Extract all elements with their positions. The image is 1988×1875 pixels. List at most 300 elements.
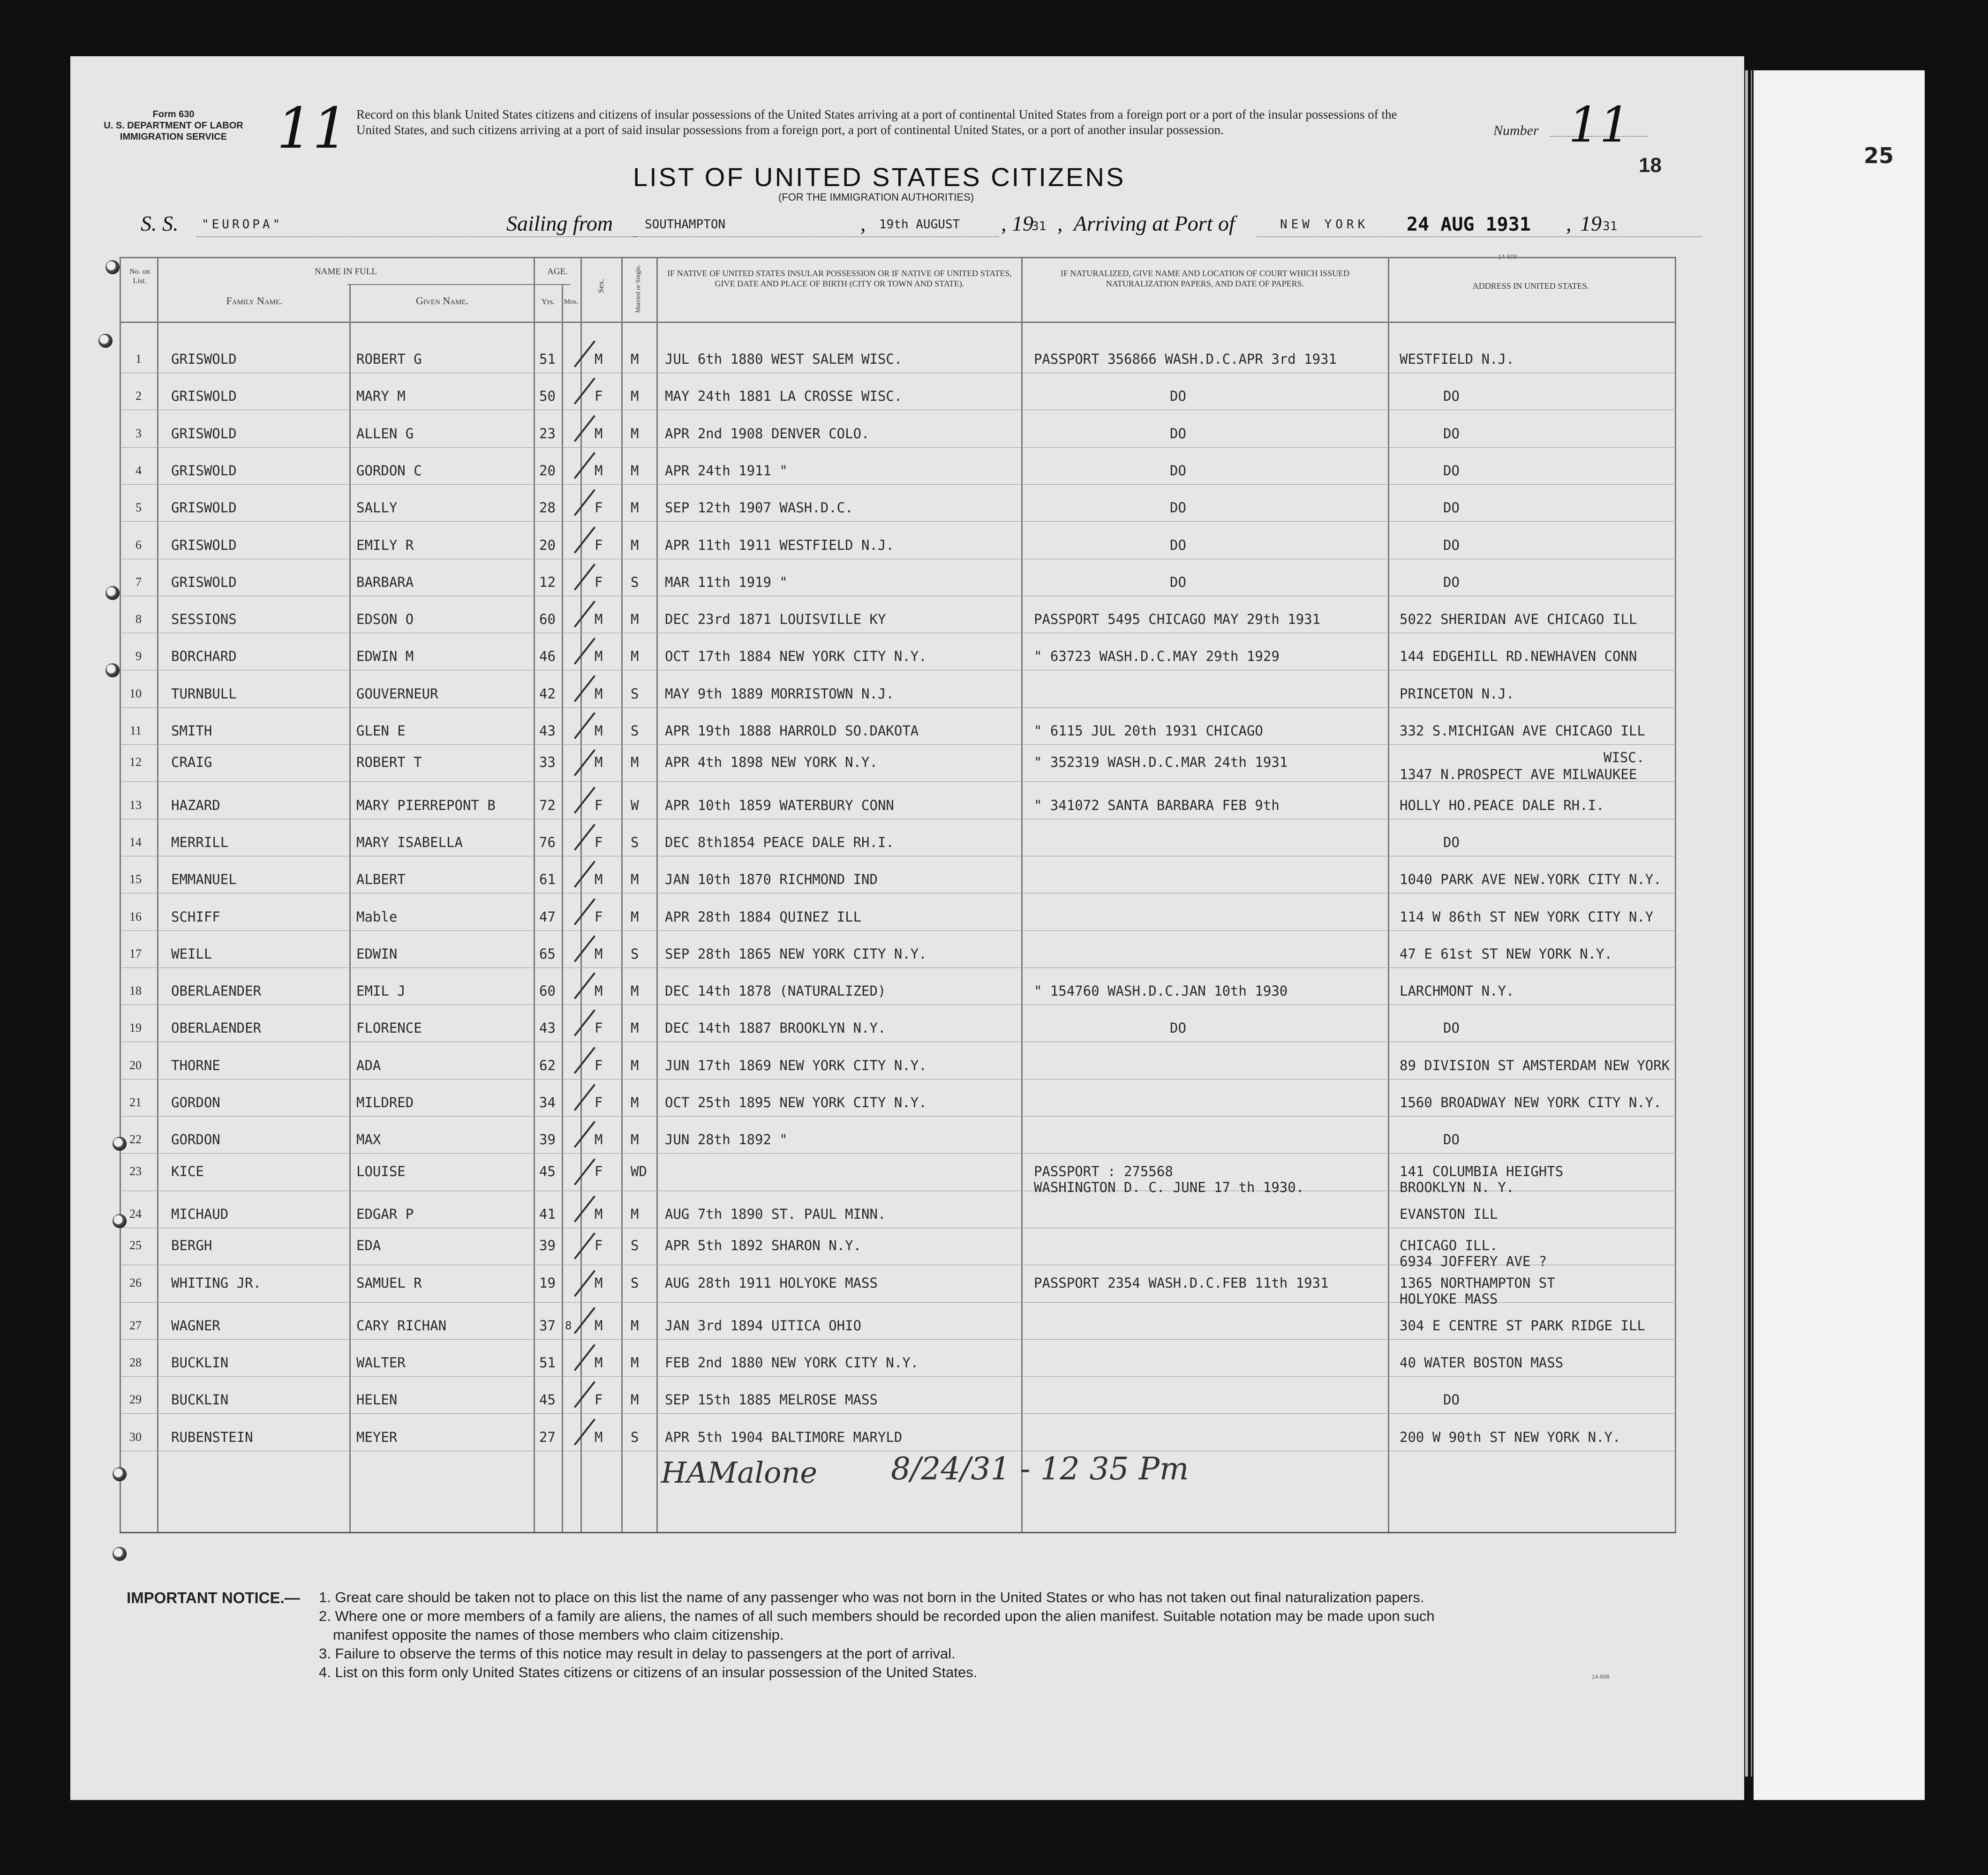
cell-age: 72 <box>539 797 556 813</box>
cell-birth: MAR 11th 1919 " <box>665 574 788 590</box>
cell-nat: PASSPORT 5495 CHICAGO MAY 29th 1931 <box>1034 611 1321 628</box>
cell-sex: F <box>595 1392 603 1408</box>
cell-n: 27 <box>129 1318 142 1332</box>
cell-age: 50 <box>539 388 556 405</box>
cell-family: SMITH <box>171 723 212 739</box>
form-info <box>103 109 244 142</box>
cell-ms: M <box>631 871 639 888</box>
cell-addr: EVANSTON ILL <box>1400 1206 1498 1222</box>
cell-ms: M <box>631 611 639 628</box>
cell-age: 20 <box>539 462 556 479</box>
cell-sex: M <box>595 351 603 367</box>
cell-age: 39 <box>539 1238 556 1254</box>
cell-addr: 200 W 90th ST NEW YORK N.Y. <box>1400 1429 1621 1445</box>
cell-birth: DEC 14th 1878 (NATURALIZED) <box>665 983 886 999</box>
cell-birth: MAY 24th 1881 LA CROSSE WISC. <box>665 388 903 405</box>
cell-addr: HOLLY HO.PEACE DALE RH.I. <box>1400 797 1604 813</box>
cell-family: THORNE <box>171 1057 220 1073</box>
cell-ms: M <box>631 648 639 665</box>
cell-sex: F <box>595 908 603 925</box>
row-separator <box>120 1153 1676 1154</box>
cell-ms: M <box>631 1132 639 1148</box>
cell-family: GRISWOLD <box>171 388 237 405</box>
cell-birth: APR 5th 1892 SHARON N.Y. <box>665 1238 862 1254</box>
cell-sex: F <box>595 388 603 405</box>
cell-addr: DO <box>1443 462 1460 479</box>
cell-addr: 47 E 61st ST NEW YORK N.Y. <box>1400 945 1612 962</box>
cell-family: BERGH <box>171 1238 212 1254</box>
arriving-label: Arriving at Port of <box>1074 211 1235 235</box>
page-edge <box>1751 70 1752 1777</box>
department-name: U. S. DEPARTMENT OF LABOR <box>104 120 243 131</box>
cell-birth: FEB 2nd 1880 NEW YORK CITY N.Y. <box>665 1355 919 1371</box>
cell-family: GRISWOLD <box>171 500 237 516</box>
cell-family: WAGNER <box>171 1317 220 1334</box>
cell-age: 37 <box>539 1317 556 1334</box>
cell-addr-line2: WISC. <box>1604 750 1645 766</box>
cell-given: EMIL J <box>356 983 406 999</box>
cell-n: 28 <box>129 1356 142 1370</box>
col-header-birth: IF NATIVE OF UNITED STATES INSULAR POSSESSION OR IF NATIVE OF UNITED STATES, GIVE DATE AND PLACE OF BIRTH (CITY OR TOWN AND STATE). <box>667 269 1012 288</box>
cell-sex: F <box>595 574 603 590</box>
cell-n: 1 <box>136 352 142 366</box>
cell-addr: 141 COLUMBIA HEIGHTS <box>1400 1163 1564 1179</box>
cell-age: 34 <box>539 1095 556 1110</box>
cell-age: 43 <box>539 723 556 739</box>
ss-label: S. S. <box>141 211 179 235</box>
cell-n: 7 <box>136 575 142 589</box>
cell-family: MERRILL <box>171 834 229 850</box>
arrival-date-stamp: 24 AUG 1931 <box>1407 214 1531 235</box>
sailing-date: 19th AUGUST <box>879 218 960 232</box>
cell-age: 60 <box>539 983 556 999</box>
cell-n: 4 <box>136 463 142 477</box>
cell-age: 23 <box>539 425 556 442</box>
cell-given: ALBERT <box>356 871 406 888</box>
cell-addr: 332 S.MICHIGAN AVE CHICAGO ILL <box>1400 723 1645 739</box>
notice-item: 2. Where one or more members of a family are aliens, the names of all such members should be recorded upon the alien manifest. Suitable notation may be made upon such <box>319 1608 1435 1624</box>
cell-birth: APR 5th 1904 BALTIMORE MARYLD <box>665 1429 903 1445</box>
cell-birth: APR 2nd 1908 DENVER COLO. <box>665 425 870 442</box>
service-name: IMMIGRATION SERVICE <box>120 132 227 142</box>
cell-n: 29 <box>129 1393 142 1407</box>
col-header-given: Given Name. <box>416 295 468 307</box>
cell-ms: S <box>631 834 639 850</box>
col-header-yrs: Yrs. <box>541 297 555 306</box>
cell-sex: M <box>595 1317 603 1334</box>
cell-birth: APR 10th 1859 WATERBURY CONN <box>665 797 894 813</box>
cell-n: 20 <box>129 1058 142 1072</box>
cell-sex: M <box>595 871 603 888</box>
cell-sex: M <box>595 462 603 479</box>
cell-nat: PASSPORT 2354 WASH.D.C.FEB 11th 1931 <box>1034 1275 1329 1291</box>
cell-sex: F <box>595 797 603 813</box>
cell-n: 13 <box>129 798 142 812</box>
binder-hole <box>105 586 120 600</box>
cell-nat: " 352319 WASH.D.C.MAR 24th 1931 <box>1034 754 1288 771</box>
form-number: Form 630 <box>152 109 195 120</box>
col-header-naturalized: IF NATURALIZED, GIVE NAME AND LOCATION OF COURT WHICH ISSUED NATURALIZATION PAPERS, AND DATE OF PAPERS. <box>1060 269 1350 288</box>
cell-family: KICE <box>171 1163 204 1179</box>
cell-nat-line2: WASHINGTON D. C. JUNE 17 th 1930. <box>1034 1179 1304 1195</box>
departure-port: SOUTHAMPTON <box>645 218 726 232</box>
cell-ms: W <box>631 797 639 813</box>
cell-nat: DO <box>1170 574 1186 590</box>
page-edge <box>1745 70 1748 1777</box>
cell-birth: OCT 25th 1895 NEW YORK CITY N.Y. <box>665 1095 927 1110</box>
cell-ms: M <box>631 537 639 553</box>
cell-family: MICHAUD <box>171 1206 229 1222</box>
cell-nat: " 6115 JUL 20th 1931 CHICAGO <box>1034 723 1263 739</box>
cell-addr: DO <box>1443 1132 1460 1148</box>
cell-addr: CHICAGO ILL. <box>1400 1238 1498 1254</box>
cell-addr: 144 EDGEHILL RD.NEWHAVEN CONN <box>1400 648 1637 665</box>
cell-n: 9 <box>136 649 142 663</box>
cell-age: 76 <box>539 834 556 850</box>
row-separator <box>120 1079 1676 1080</box>
cell-n: 15 <box>129 872 142 886</box>
cell-age: 65 <box>539 945 556 962</box>
cell-nat: DO <box>1170 537 1186 553</box>
cell-given: MARY ISABELLA <box>356 834 463 850</box>
cell-addr: DO <box>1443 1020 1460 1036</box>
cell-birth: APR 19th 1888 HARROLD SO.DAKOTA <box>665 723 919 739</box>
cell-n: 22 <box>129 1132 142 1147</box>
notice-item: 1. Great care should be taken not to place on this list the name of any passenger who was not born in the United States or who has not taken out final naturalization papers. <box>319 1589 1424 1605</box>
cell-sex: M <box>595 983 603 999</box>
cell-n: 16 <box>129 909 142 923</box>
col-header-no: No. on List. <box>129 268 150 285</box>
cell-sex: M <box>595 611 603 628</box>
cell-family: WHITING JR. <box>171 1275 262 1291</box>
cell-age: 12 <box>539 574 556 590</box>
cell-addr: DO <box>1443 834 1460 850</box>
cell-birth: DEC 23rd 1871 LOUISVILLE KY <box>665 611 886 628</box>
cell-sex: M <box>595 1355 603 1371</box>
cell-birth: JAN 10th 1870 RICHMOND IND <box>665 871 878 888</box>
page-subtitle: (FOR THE IMMIGRATION AUTHORITIES) <box>778 191 974 203</box>
cell-ms: M <box>631 1095 639 1110</box>
cell-n: 21 <box>129 1095 142 1109</box>
row-separator <box>120 484 1676 485</box>
cell-ms: S <box>631 723 639 739</box>
cell-addr: DO <box>1443 500 1460 516</box>
cell-family: GRISWOLD <box>171 462 237 479</box>
form-code-bottom: 14-608 <box>1592 1673 1610 1680</box>
cell-n: 18 <box>129 984 142 998</box>
cell-sex: M <box>595 1429 603 1445</box>
cell-family: WEILL <box>171 945 212 962</box>
cell-addr: PRINCETON N.J. <box>1400 685 1514 702</box>
binder-hole <box>113 1547 127 1561</box>
cell-given: LOUISE <box>356 1163 406 1179</box>
header-instructions: Record on this blank United States citizens and citizens of insular possessions of the United States arriving at a port of continental United States from a foreign port or a port of the insular possessions of the United States, and such citizens arriving at a port of said insular possessions from a foreign port, a port of continental United States, or a port of another insular possession. <box>356 107 1397 137</box>
cell-given: BARBARA <box>356 574 414 590</box>
cell-nat: DO <box>1170 425 1186 442</box>
cell-given: EDWIN M <box>356 648 414 665</box>
cell-n: 12 <box>129 755 142 769</box>
cell-n: 17 <box>129 946 142 960</box>
cell-age: 51 <box>539 351 556 367</box>
cell-birth: OCT 17th 1884 NEW YORK CITY N.Y. <box>665 648 927 665</box>
cell-ms: M <box>631 388 639 405</box>
cell-n: 6 <box>136 538 142 552</box>
cell-ms: M <box>631 1317 639 1334</box>
row-separator <box>120 707 1676 708</box>
cell-age: 45 <box>539 1392 556 1408</box>
cell-ms: M <box>631 1206 639 1222</box>
cell-birth: APR 11th 1911 WESTFIELD N.J. <box>665 537 894 553</box>
cell-birth: APR 28th 1884 QUINEZ ILL <box>665 908 862 925</box>
cell-sex: M <box>595 1132 603 1148</box>
cell-addr: 1040 PARK AVE NEW.YORK CITY N.Y. <box>1400 871 1662 888</box>
cell-family: OBERLAENDER <box>171 1020 262 1036</box>
cell-addr: LARCHMONT N.Y. <box>1400 983 1514 999</box>
cell-family: TURNBULL <box>171 685 237 702</box>
sailing-year: 31 <box>1032 219 1047 233</box>
cell-ms: M <box>631 908 639 925</box>
cell-age: 43 <box>539 1020 556 1036</box>
cell-ms: M <box>631 1057 639 1073</box>
cell-given: SAMUEL R <box>356 1275 422 1291</box>
col-header-age: AGE. <box>547 267 568 277</box>
cell-given: GOUVERNEUR <box>356 685 438 702</box>
cell-family: SCHIFF <box>171 908 220 925</box>
cell-birth: AUG 7th 1890 ST. PAUL MINN. <box>665 1206 886 1222</box>
cell-sex: F <box>595 1095 603 1110</box>
cell-addr: DO <box>1443 537 1460 553</box>
row-separator <box>120 447 1676 448</box>
cell-addr: 89 DIVISION ST AMSTERDAM NEW YORK <box>1400 1057 1670 1073</box>
cell-age: 45 <box>539 1163 556 1179</box>
cell-age: 51 <box>539 1355 556 1371</box>
cell-ms: S <box>631 1238 639 1254</box>
cell-given: SALLY <box>356 500 398 516</box>
cell-age: 33 <box>539 754 556 771</box>
cell-birth: DEC 8th1854 PEACE DALE RH.I. <box>665 834 894 850</box>
notice-item: 4. List on this form only United States citizens or citizens of an insular possession of the United States. <box>319 1664 978 1680</box>
cell-given: ADA <box>356 1057 381 1073</box>
row-separator <box>120 1376 1676 1377</box>
cell-sex: M <box>595 1275 603 1291</box>
cell-addr-line2: HOLYOKE MASS <box>1400 1290 1498 1307</box>
cell-family: GRISWOLD <box>171 351 237 367</box>
inspector-signature: HAMalone <box>661 1455 818 1490</box>
cell-sex: M <box>595 1206 603 1222</box>
cell-given: FLORENCE <box>356 1020 422 1036</box>
cell-ms: M <box>631 1020 639 1036</box>
cell-family: GORDON <box>171 1132 220 1148</box>
number-label: Number <box>1493 123 1539 138</box>
cell-nat: " 154760 WASH.D.C.JAN 10th 1930 <box>1034 983 1288 999</box>
cell-family: GRISWOLD <box>171 537 237 553</box>
cell-nat: PASSPORT 356866 WASH.D.C.APR 3rd 1931 <box>1034 351 1337 367</box>
cell-age: 42 <box>539 685 556 702</box>
cell-addr-line2: 6934 JOFFERY AVE ? <box>1400 1253 1547 1270</box>
cell-n: 26 <box>129 1275 142 1290</box>
cell-family: RUBENSTEIN <box>171 1429 253 1445</box>
cell-n: 30 <box>129 1430 142 1444</box>
cell-birth: APR 24th 1911 " <box>665 462 788 479</box>
cell-birth: JUN 17th 1869 NEW YORK CITY N.Y. <box>665 1057 927 1073</box>
cell-nat: PASSPORT : 275568 <box>1034 1163 1173 1179</box>
cell-family: CRAIG <box>171 754 212 771</box>
cell-addr: 304 E CENTRE ST PARK RIDGE ILL <box>1400 1317 1645 1334</box>
cell-given: EDWIN <box>356 945 398 962</box>
cell-n: 24 <box>129 1207 142 1221</box>
row-separator <box>120 1339 1676 1340</box>
cell-family: BUCKLIN <box>171 1392 229 1408</box>
notice-item: manifest opposite the names of those members who claim citizenship. <box>333 1627 784 1643</box>
cell-nat: " 341072 SANTA BARBARA FEB 9th <box>1034 797 1280 813</box>
row-separator <box>120 521 1676 522</box>
ship-name: "EUROPA" <box>202 218 283 232</box>
cell-given: GORDON C <box>356 462 422 479</box>
cell-birth: SEP 28th 1865 NEW YORK CITY N.Y. <box>665 945 927 962</box>
cell-addr: WESTFIELD N.J. <box>1400 351 1514 367</box>
cell-age: 61 <box>539 871 556 888</box>
cell-birth: JAN 3rd 1894 UITICA OHIO <box>665 1317 862 1334</box>
cell-ms: M <box>631 425 639 442</box>
cell-nat: DO <box>1170 388 1186 405</box>
arrival-year-prefix: 19 <box>1580 211 1602 235</box>
binder-hole <box>105 260 120 274</box>
cell-family: HAZARD <box>171 797 220 813</box>
binder-hole <box>113 1214 127 1228</box>
cell-ms: M <box>631 462 639 479</box>
cell-age: 19 <box>539 1275 556 1291</box>
cell-family: GORDON <box>171 1095 220 1110</box>
cell-sex: M <box>595 685 603 702</box>
col-header-address: ADDRESS IN UNITED STATES. <box>1472 281 1589 291</box>
cell-age: 28 <box>539 500 556 516</box>
cell-sex: F <box>595 1020 603 1036</box>
cell-family: BUCKLIN <box>171 1355 229 1371</box>
cell-addr: 40 WATER BOSTON MASS <box>1400 1355 1564 1371</box>
cell-given: Mable <box>356 908 398 925</box>
cell-sex: F <box>595 834 603 850</box>
page-title: LIST OF UNITED STATES CITIZENS <box>633 162 1126 192</box>
cell-sex: F <box>595 500 603 516</box>
cell-family: BORCHARD <box>171 648 237 665</box>
number-value: 11 <box>1568 96 1631 153</box>
arrival-port: NEW YORK <box>1280 218 1369 232</box>
cell-birth: JUN 28th 1892 " <box>665 1132 788 1148</box>
cell-ms: S <box>631 574 639 590</box>
cell-n: 3 <box>136 426 142 440</box>
cell-ms: M <box>631 1355 639 1371</box>
cell-given: MILDRED <box>356 1095 414 1110</box>
notice-list <box>319 1588 1702 1682</box>
cell-family: GRISWOLD <box>171 574 237 590</box>
cell-given: MARY M <box>356 388 406 405</box>
cell-birth: APR 4th 1898 NEW YORK N.Y. <box>665 754 878 771</box>
cell-n: 19 <box>129 1021 142 1035</box>
cell-age: 41 <box>539 1206 556 1222</box>
cell-given: ROBERT T <box>356 754 422 771</box>
cell-sex: M <box>595 754 603 771</box>
list-number-handwritten: 11 <box>277 96 348 161</box>
cell-given: EMILY R <box>356 537 414 553</box>
cell-addr: 1560 BROADWAY NEW YORK CITY N.Y. <box>1400 1095 1662 1110</box>
cell-age: 20 <box>539 537 556 553</box>
cell-birth: JUL 6th 1880 WEST SALEM WISC. <box>665 351 903 367</box>
cell-age: 60 <box>539 611 556 628</box>
cell-family: SESSIONS <box>171 611 237 628</box>
page-stamp: 18 <box>1639 154 1662 177</box>
cell-ms: S <box>631 685 639 702</box>
cell-given: EDSON O <box>356 611 414 628</box>
cell-given: MARY PIERREPONT B <box>356 797 496 813</box>
cell-addr: 114 W 86th ST NEW YORK CITY N.Y <box>1400 908 1654 925</box>
cell-sex: F <box>595 1163 603 1179</box>
cell-age: 27 <box>539 1429 556 1445</box>
cell-family: GRISWOLD <box>171 425 237 442</box>
cell-sex: F <box>595 537 603 553</box>
cell-n: 5 <box>136 501 142 515</box>
cell-family: OBERLAENDER <box>171 983 262 999</box>
cell-given: EDA <box>356 1238 381 1254</box>
cell-n: 14 <box>129 835 142 849</box>
cell-addr: DO <box>1443 1392 1460 1408</box>
arrival-year: 31 <box>1603 219 1618 233</box>
cell-age: 46 <box>539 648 556 665</box>
col-header-married: Married or Single. <box>635 264 642 313</box>
col-header-mos: Mos. <box>564 298 579 306</box>
cell-nat: " 63723 WASH.D.C.MAY 29th 1929 <box>1034 648 1280 665</box>
binder-hole <box>105 663 120 677</box>
cell-ms: S <box>631 1275 639 1291</box>
cell-addr: DO <box>1443 574 1460 590</box>
binder-hole <box>98 334 113 348</box>
signature-date: 8/24/31 - 12 35 Pm <box>891 1451 1189 1487</box>
cell-sex: M <box>595 945 603 962</box>
cell-birth: DEC 14th 1887 BROOKLYN N.Y. <box>665 1020 886 1036</box>
cell-sex: M <box>595 723 603 739</box>
cell-nat: DO <box>1170 500 1186 516</box>
cell-given: CARY RICHAN <box>356 1317 447 1334</box>
cell-n: 10 <box>129 686 142 700</box>
row-separator <box>120 930 1676 931</box>
cell-ms: M <box>631 983 639 999</box>
cell-sex: M <box>595 425 603 442</box>
cell-mos: 8 <box>565 1319 572 1332</box>
cell-birth: AUG 28th 1911 HOLYOKE MASS <box>665 1275 878 1291</box>
row-separator <box>120 1116 1676 1117</box>
sailing-line: S. S. "EUROPA" Sailing from SOUTHAMPTON , 19th AUGUST , 19 31 , Arriving at Port of NEW YORK 24 AUG 1931 , 19 31 <box>141 211 1735 244</box>
cell-given: ROBERT G <box>356 351 422 367</box>
cell-age: 47 <box>539 908 556 925</box>
cell-given: GLEN E <box>356 723 406 739</box>
cell-birth: SEP 12th 1907 WASH.D.C. <box>665 500 853 516</box>
cell-ms: M <box>631 754 639 771</box>
cell-birth: MAY 9th 1889 MORRISTOWN N.J. <box>665 685 894 702</box>
cell-ms: S <box>631 1429 639 1445</box>
col-header-name: NAME IN FULL <box>315 267 377 277</box>
cell-n: 25 <box>129 1238 142 1252</box>
cell-addr: 1365 NORTHAMPTON ST <box>1400 1275 1555 1291</box>
cell-ms: S <box>631 945 639 962</box>
sailing-from-label: Sailing from <box>506 211 613 235</box>
cell-addr: DO <box>1443 425 1460 442</box>
cell-n: 11 <box>129 724 142 737</box>
cell-given: MEYER <box>356 1429 398 1445</box>
cell-age: 62 <box>539 1057 556 1073</box>
cell-sex: F <box>595 1057 603 1073</box>
form-paper <box>70 56 1744 1800</box>
cell-given: ALLEN G <box>356 425 414 442</box>
cell-nat: DO <box>1170 462 1186 479</box>
